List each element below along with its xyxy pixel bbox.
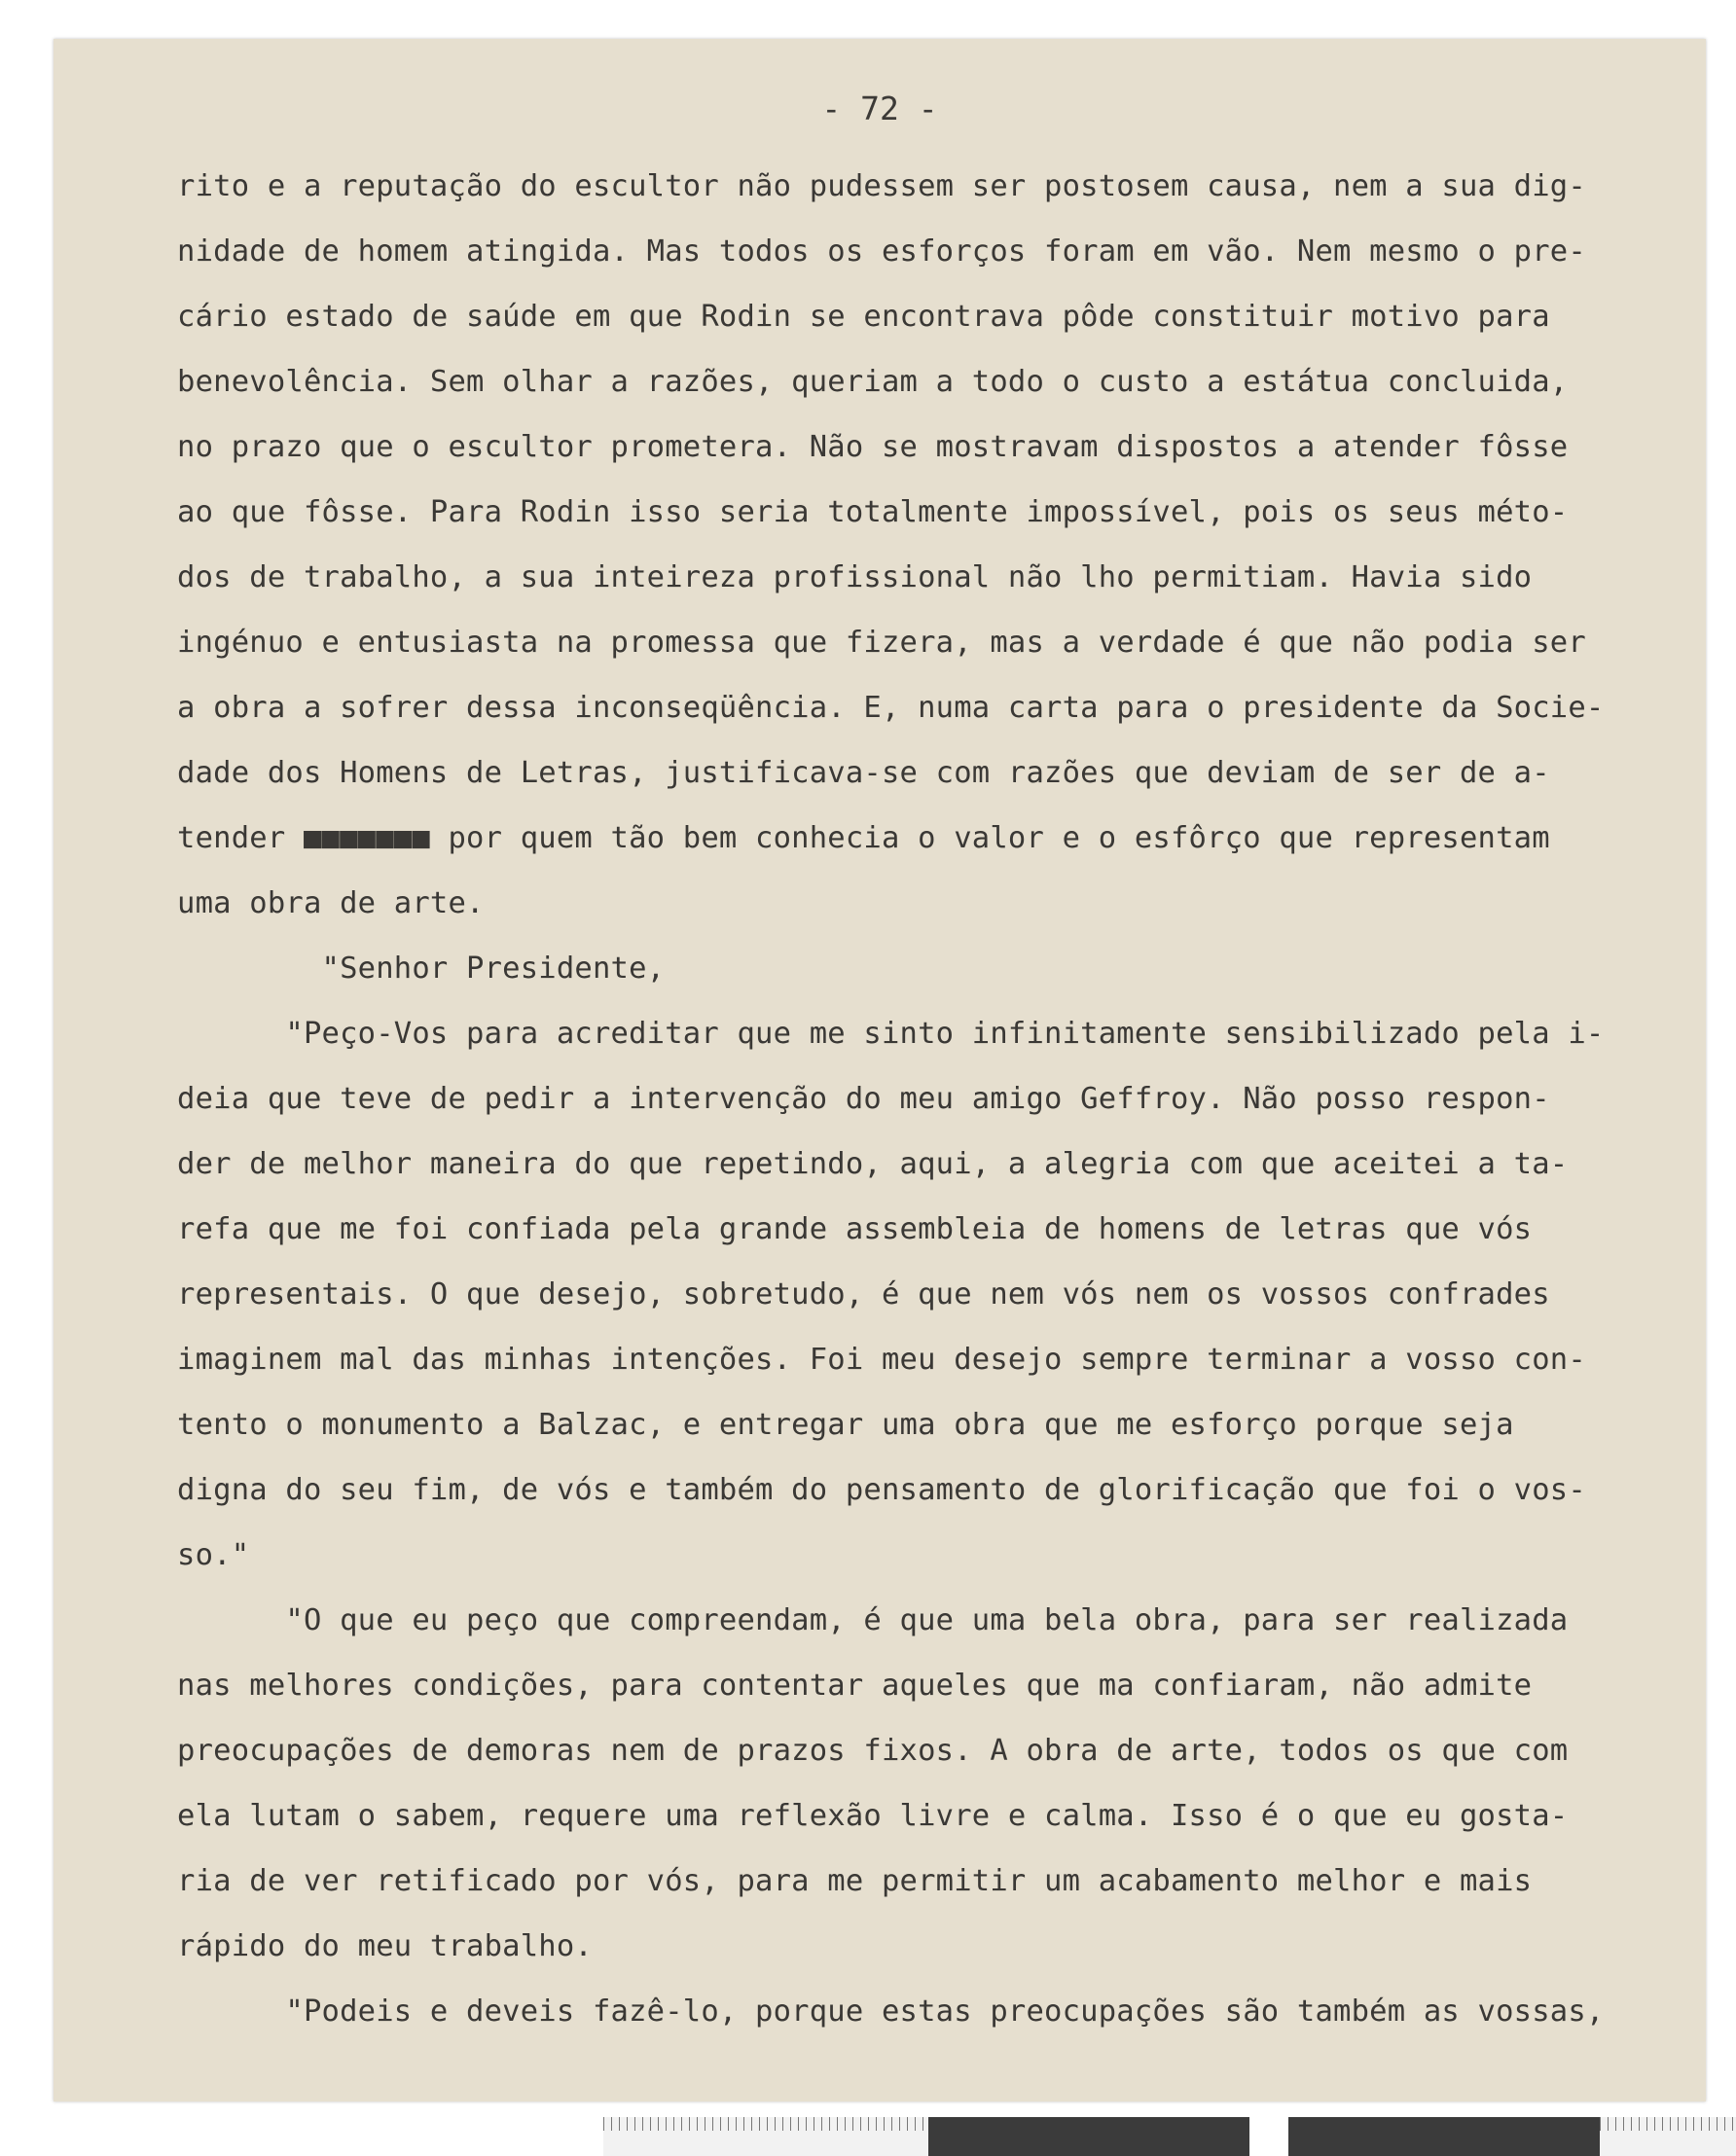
text-line: tender ■■■■■■■ por quem tão bem conhecia o valor e o esfôrço que representam xyxy=(177,821,1550,855)
text-line: so." xyxy=(177,1538,250,1572)
text-line: a obra a sofrer dessa inconseqüência. E, numa carta para o presidente da Socie- xyxy=(177,691,1605,725)
body-text xyxy=(177,154,1695,2044)
ruler-dark-block xyxy=(1288,2117,1600,2156)
typewritten-page xyxy=(54,39,1706,2102)
text-line: dos de trabalho, a sua inteireza profissional não lho permitiam. Havia sido xyxy=(177,560,1533,594)
text-line: deia que teve de pedir a intervenção do meu amigo Geffroy. Não posso respon- xyxy=(177,1082,1550,1116)
ruler-light-block xyxy=(1249,2117,1288,2156)
text-line: "O que eu peço que compreendam, é que uma bela obra, para ser realizada xyxy=(177,1603,1569,1637)
text-line: ingénuo e entusiasta na promessa que fizera, mas a verdade é que não podia ser xyxy=(177,626,1586,660)
text-line: ela lutam o sabem, requere uma reflexão livre e calma. Isso é o que eu gosta- xyxy=(177,1799,1569,1833)
text-line: refa que me foi confiada pela grande assembleia de homens de letras que vós xyxy=(177,1212,1533,1246)
text-line: representais. O que desejo, sobretudo, é que nem vós nem os vossos confrades xyxy=(177,1277,1550,1312)
ruler-ticks-right xyxy=(1600,2117,1736,2156)
text-line: imaginem mal das minhas intenções. Foi meu desejo sempre terminar a vosso con- xyxy=(177,1343,1586,1377)
text-line: der de melhor maneira do que repetindo, aqui, a alegria com que aceitei a ta- xyxy=(177,1147,1569,1181)
text-line: ao que fôsse. Para Rodin isso seria totalmente impossível, pois os seus méto- xyxy=(177,495,1569,529)
text-line: uma obra de arte. xyxy=(177,886,485,920)
scale-ruler xyxy=(603,2117,1736,2156)
ruler-dark-block xyxy=(928,2117,1249,2156)
text-line: preocupações de demoras nem de prazos fixos. A obra de arte, todos os que com xyxy=(177,1734,1569,1768)
text-line: no prazo que o escultor prometera. Não se mostravam dispostos a atender fôsse xyxy=(177,430,1569,464)
text-line: digna do seu fim, de vós e também do pensamento de glorificação que foi o vos- xyxy=(177,1473,1586,1507)
text-line: tento o monumento a Balzac, e entregar uma obra que me esforço porque seja xyxy=(177,1408,1514,1442)
text-line: rito e a reputação do escultor não pudessem ser postosem causa, nem a sua dig- xyxy=(177,169,1586,203)
text-line: "Senhor Presidente, xyxy=(177,952,666,986)
text-line: rápido do meu trabalho. xyxy=(177,1929,593,1963)
text-line: cário estado de saúde em que Rodin se encontrava pôde constituir motivo para xyxy=(177,300,1550,334)
ruler-ticks-left xyxy=(603,2117,928,2156)
text-line: nidade de homem atingida. Mas todos os esforços foram em vão. Nem mesmo o pre- xyxy=(177,234,1586,269)
page-number: - 72 - xyxy=(821,90,938,127)
text-line: "Peço-Vos para acreditar que me sinto infinitamente sensibilizado pela i- xyxy=(177,1017,1605,1051)
text-line: benevolência. Sem olhar a razões, queriam a todo o custo a estátua concluida, xyxy=(177,365,1569,399)
text-line: dade dos Homens de Letras, justificava-se com razões que deviam de ser de a- xyxy=(177,756,1550,790)
text-line: nas melhores condições, para contentar aqueles que ma confiaram, não admite xyxy=(177,1669,1533,1703)
text-line: ria de ver retificado por vós, para me permitir um acabamento melhor e mais xyxy=(177,1864,1533,1898)
text-line: "Podeis e deveis fazê-lo, porque estas preocupações são também as vossas, xyxy=(177,1994,1605,2029)
